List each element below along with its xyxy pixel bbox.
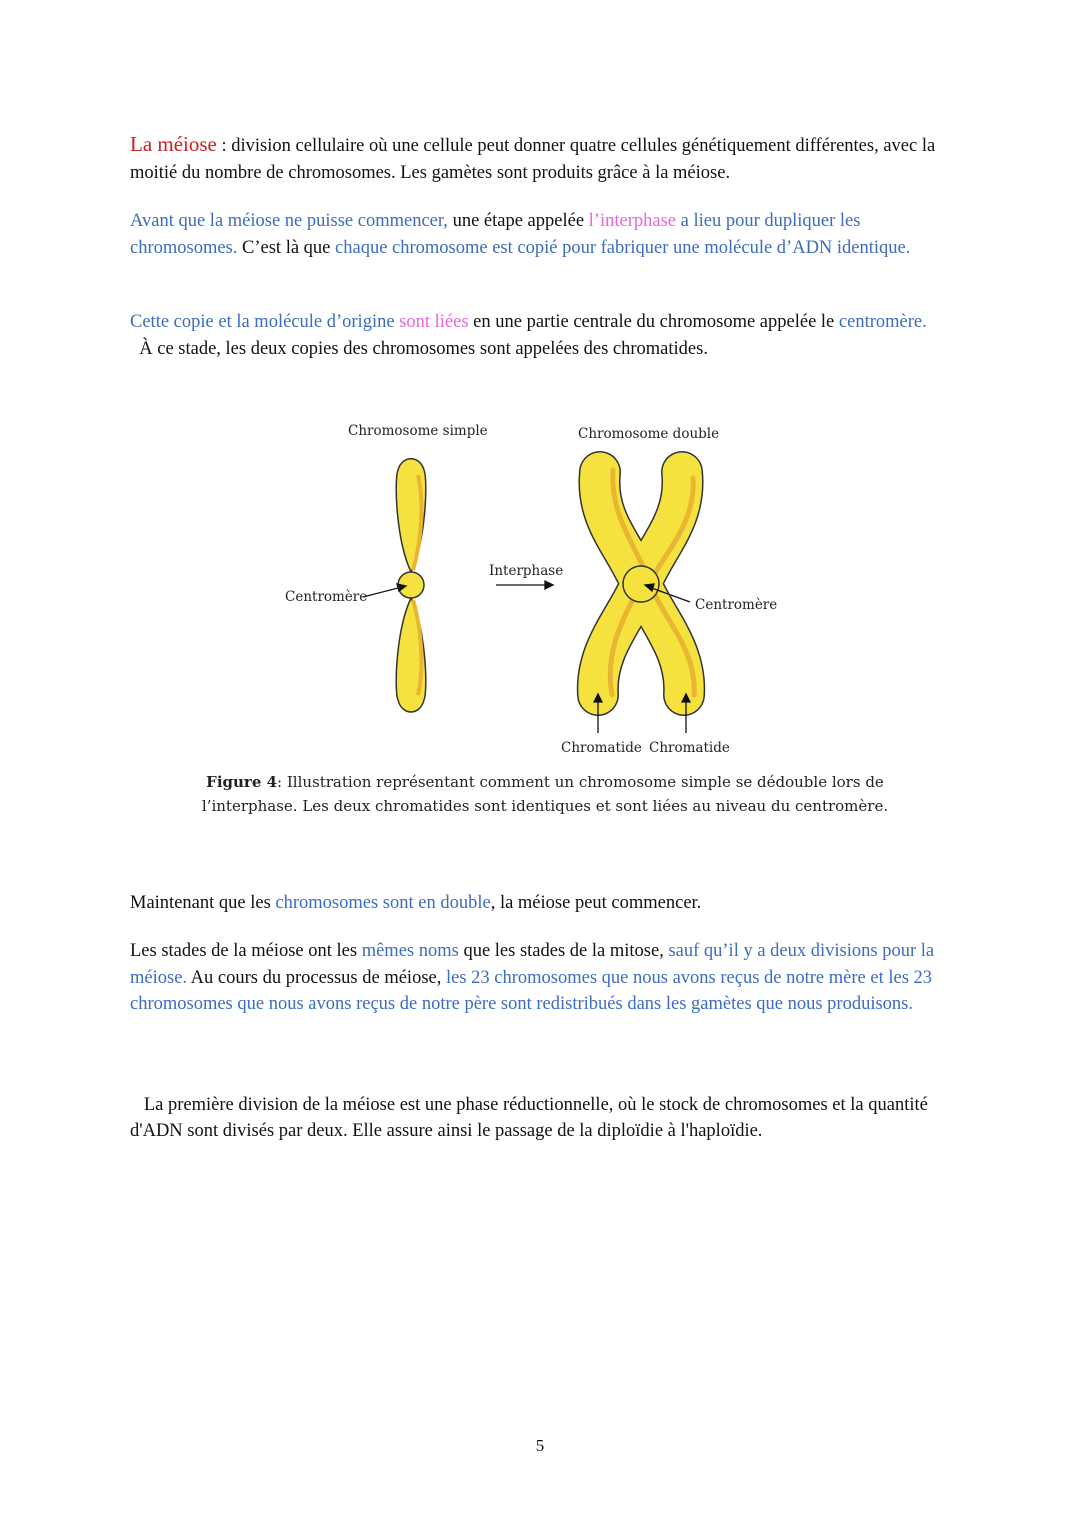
label-interphase: Interphase [489,563,564,579]
text-run: , la méiose peut commencer. [490,893,702,913]
term-centromere: centromère. [838,312,927,332]
text-run: sont liées [399,312,469,332]
text-run: À ce stade, les deux copies des chromosomes sont appelées des chromatides. [130,338,708,359]
label-chromosome-double: Chromosome double [578,426,720,442]
page-number: 5 [535,1436,545,1455]
text-run: Au cours du processus de méiose, [187,967,446,988]
text-run: en une partie centrale du chromosome appelée le [468,312,839,332]
figure-caption [200,770,890,818]
paragraph-first-division [130,1065,960,1145]
text-run: une étape appelée [447,211,589,231]
caption-text: : Illustration représentant comment un chromosome simple se dédouble lors de l’interphase. Les deux chromatides sont identiques et sont liées au niveau du centromère. [201,773,889,815]
label-chromatid-2: Chromatide [649,740,730,756]
label-centromere-right: Centromère [695,597,778,613]
arrow-icon [363,587,402,597]
text-run: les 23 chromosomes que nous avons reçus de notre mère et les 23 chromosomes que nous avons reçus de notre père sont redistribués dans les gamètes que nous produisons. [130,967,933,1014]
text-run: sauf qu’il y a deux divisions pour la méiose. [130,941,935,988]
text-run: Avant que la méiose ne puisse commencer, [130,211,448,231]
label-chromosome-simple: Chromosome simple [348,423,488,439]
text-run: chaque chromosome est copié pour fabriquer une molécule d’ADN identique. [335,237,911,258]
label-centromere-left: Centromère [285,589,368,605]
text-run: Maintenant que les [130,893,276,913]
text-run: C’est là que [237,237,336,258]
text-run: que les stades de la mitose, [458,941,669,961]
text-run: Cette copie et la molécule d’origine [130,312,400,332]
text-run: mêmes noms [361,941,459,961]
paragraph-stages [130,938,960,1018]
label-chromatid-1: Chromatide [561,740,642,756]
text-run: a lieu pour dupliquer les chromosomes. [130,211,861,258]
double-chromosome [598,470,694,695]
text-run: La première division de la méiose est une phase réductionnelle, où le stock de chromosomes et la quantité d'ADN sont divisés par deux. Elle assure ainsi le passage de la diploïdie à l'haploïdie. [130,1094,933,1141]
paragraph-double [130,890,960,917]
text-run: chromosomes sont en double [275,893,491,913]
term-interphase: l’interphase [588,211,676,231]
text-run: : division cellulaire où une cellule peut donner quatre cellules génétiquement différentes, avec la moitié du nombre de chromosomes. Les gamètes sont produits grâce à la méiose. [130,136,936,183]
caption-label: Figure 4 [206,773,278,791]
term-meiose: La méiose [130,132,217,156]
text-run: Les stades de la méiose ont les [130,941,362,961]
